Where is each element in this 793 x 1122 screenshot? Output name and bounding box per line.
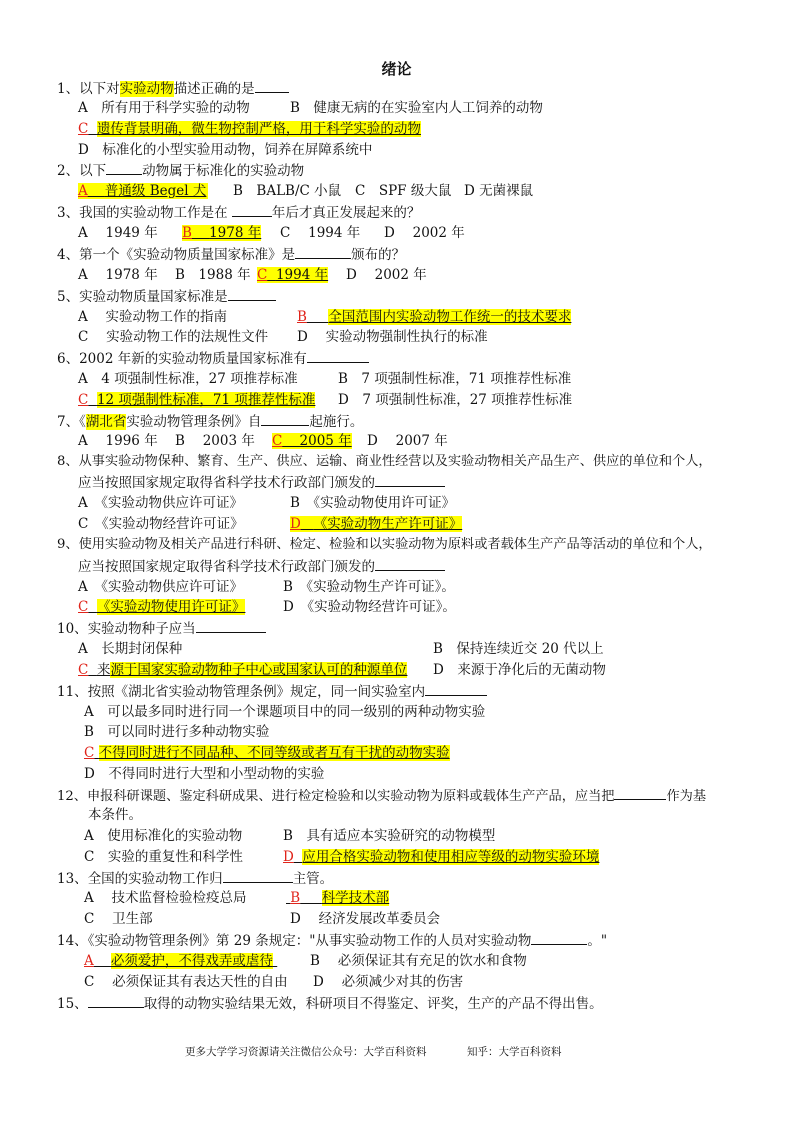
- question-3-stem: [57, 202, 420, 222]
- answer-blank: [232, 202, 272, 217]
- answer-letter: B: [182, 225, 192, 241]
- question-5-stem: [57, 286, 276, 306]
- answer-letter: C: [84, 745, 95, 761]
- option-d: D 实验动物强制性执行的标准: [297, 329, 488, 345]
- option-a: A 1949 年: [78, 225, 158, 241]
- question-number: 8、: [57, 454, 79, 469]
- option-d: D 7 项强制性标准，27 项推荐性标准: [338, 392, 573, 408]
- option-b: B 具有适应本实验研究的动物模型: [283, 828, 496, 844]
- question-4-stem: [57, 244, 405, 264]
- option-b: B 《实验动物生产许可证》。: [283, 579, 455, 595]
- option-b: B 必须保证其有充足的饮水和食物: [310, 953, 527, 969]
- question-number: 6、: [57, 351, 80, 367]
- answer-blank: [106, 160, 142, 175]
- answer-blank: [375, 472, 445, 487]
- answer-blank: [531, 930, 587, 945]
- answer-blank: [375, 556, 445, 571]
- question-12-stem-cont: 本条件。: [88, 807, 142, 823]
- option-b: B 7 项强制性标准，71 项推荐性标准: [338, 371, 572, 387]
- answer-text: 1978 年: [209, 225, 262, 241]
- option-b: B 健康无病的在实验室内人工饲养的动物: [290, 100, 543, 116]
- stem-text: 取得的动物实验结果无效，科研项目不得鉴定、评奖，生产的产品不得出售。: [143, 996, 603, 1012]
- question-14-stem: [57, 930, 607, 950]
- question-number: 11、: [57, 684, 88, 700]
- footer-wechat: 更多大学学习资源请关注微信公众号：大学百科资料: [185, 1046, 427, 1058]
- question-number: 15、: [57, 996, 88, 1012]
- option-c: C 1994 年: [280, 225, 361, 241]
- footer-zhihu: 知乎：大学百科资料: [467, 1046, 562, 1058]
- stem-text: 我国的实验动物工作是在: [79, 205, 232, 221]
- option-a: A 4 项强制性标准，27 项推荐标准: [78, 371, 298, 387]
- answer-text-prefix: 来: [96, 662, 111, 678]
- stem-text: 作为基: [666, 789, 707, 804]
- answer-text: 应用合格实验动物和使用相应等级的动物实验环境: [302, 849, 600, 865]
- stem-text: 。": [587, 933, 608, 949]
- answer-blank: [88, 993, 144, 1008]
- stem-text: 实验动物种子应当: [87, 621, 196, 637]
- answer-blank: [295, 244, 351, 259]
- question-2-stem: [57, 160, 304, 180]
- stem-text: 以下对: [79, 81, 120, 97]
- answer-text: 12 项强制性标准，71 项推荐性标准: [96, 392, 316, 408]
- answer-letter: B: [297, 309, 307, 325]
- option-c-answer: [78, 390, 315, 410]
- stem-text: 2002 年新的实验动物质量国家标准有: [79, 351, 307, 367]
- question-12-stem: [57, 785, 706, 805]
- question-number: 3、: [57, 205, 80, 221]
- question-number: 13、: [57, 871, 88, 887]
- option-d: D 必须减少对其的伤害: [313, 974, 464, 990]
- question-8-stem: [57, 452, 712, 472]
- option-d: D 标准化的小型实验用动物，饲养在屏障系统中: [78, 142, 373, 158]
- option-c: C 实验的重复性和科学性: [84, 849, 243, 865]
- option-b: B 1988 年: [175, 267, 251, 283]
- option-b-answer: [286, 888, 389, 908]
- answer-blank: [307, 348, 369, 363]
- option-d: D 不得同时进行大型和小型动物的实验: [84, 766, 325, 782]
- option-a: A 长期封闭保种: [78, 641, 183, 657]
- question-number: 2、: [57, 163, 80, 179]
- option-b-answer: [182, 223, 261, 243]
- answer-letter: B: [290, 890, 301, 906]
- answer-letter: C: [78, 599, 89, 615]
- question-9-stem: [57, 535, 712, 555]
- question-number: 5、: [57, 289, 80, 305]
- question-number: 9、: [57, 537, 79, 552]
- option-a: A 1978 年: [78, 267, 158, 283]
- answer-letter: A: [84, 953, 94, 969]
- option-c-answer: [78, 597, 245, 617]
- question-number: 14、: [57, 933, 88, 949]
- stem-text: 应当按照国家规定取得省科学技术行政部门颁发的: [78, 559, 375, 575]
- answer-letter: D: [283, 849, 294, 865]
- option-c: C 《实验动物经营许可证》: [78, 516, 244, 532]
- stem-text: 以下: [79, 163, 107, 179]
- option-d: D 无菌裸鼠: [464, 183, 534, 199]
- highlighted-text: 实验动物: [119, 81, 174, 97]
- option-a-answer: [78, 181, 208, 201]
- stem-text: 《实验动物管理条例》第 29 条规定："从事实验动物工作的人员对实验动物: [87, 933, 532, 949]
- stem-text: 《: [79, 414, 86, 430]
- option-d: D 经济发展改革委员会: [290, 911, 441, 927]
- option-a: A 使用标准化的实验动物: [84, 828, 243, 844]
- option-a: A 可以最多同时进行同一个课题项目中的同一级别的两种动物实验: [84, 704, 486, 720]
- option-a: A 1996 年: [78, 433, 158, 449]
- answer-blank: [223, 868, 293, 883]
- answer-blank: [255, 78, 289, 93]
- answer-text: 科学技术部: [321, 890, 390, 906]
- answer-letter: D: [290, 516, 301, 532]
- stem-text: 动物属于标准化的实验动物: [142, 163, 305, 179]
- question-9-stem-cont: [78, 556, 445, 576]
- option-b-answer: [297, 307, 571, 327]
- answer-text: 1994 年: [275, 267, 329, 283]
- option-d: D 2002 年: [346, 267, 427, 283]
- option-a: A 技术监督检验检疫总局: [84, 890, 247, 906]
- option-b: B 《实验动物使用许可证》: [290, 495, 456, 511]
- option-d: D 2007 年: [367, 433, 448, 449]
- answer-blank: [261, 411, 309, 426]
- option-c-answer: [78, 119, 421, 139]
- answer-letter: C: [272, 433, 283, 449]
- stem-text: 年后才真正发展起来的？: [271, 205, 421, 221]
- answer-text: 普通级 Begel 犬: [104, 183, 207, 199]
- option-a: A 所有用于科学实验的动物: [78, 100, 250, 116]
- stem-text: 主管。: [292, 871, 334, 887]
- answer-text: 必须爱护，不得戏弄或虐待: [110, 953, 273, 969]
- option-b: B 保持连续近交 20 代以上: [433, 641, 604, 657]
- option-b: B BALB/C 小鼠: [233, 183, 342, 199]
- answer-blank: [614, 785, 666, 800]
- option-c: C 实验动物工作的法规性文件: [78, 329, 269, 345]
- option-c-answer: [272, 431, 352, 451]
- stem-text: 申报科研课题、鉴定科研成果、进行检定检验和以实验动物为原料或载体生产产品，应当把: [86, 789, 615, 804]
- option-c-answer: [84, 743, 450, 763]
- option-c-answer: [78, 660, 407, 680]
- option-d-answer: [290, 514, 462, 534]
- option-c: C SPF 级大鼠: [355, 183, 452, 199]
- stem-text: 全国的实验动物工作归: [87, 871, 223, 887]
- stem-text: 描述正确的是: [173, 81, 255, 97]
- stem-text: 应当按照国家规定取得省科学技术行政部门颁发的: [78, 475, 375, 491]
- highlighted-text: 湖北省: [85, 414, 127, 430]
- option-c: C 卫生部: [84, 911, 153, 927]
- option-a: A 《实验动物供应许可证》: [78, 579, 243, 595]
- answer-letter: C: [78, 121, 89, 137]
- answer-blank: [425, 681, 487, 696]
- answer-letter: C: [78, 392, 89, 408]
- answer-blank: [196, 618, 266, 633]
- answer-text: 源于国家实验动物种子中心或国家认可的种源单位: [110, 662, 408, 678]
- question-number: 1、: [57, 81, 80, 97]
- stem-text: 按照《湖北省实验动物管理条例》规定，同一间实验室内: [87, 684, 426, 700]
- question-number: 4、: [57, 247, 80, 263]
- question-8-stem-cont: [78, 472, 445, 492]
- stem-text: 实验动物质量国家标准是: [79, 289, 228, 305]
- stem-text: 使用实验动物及相关产品进行科研、检定、检验和以实验动物为原料或者载体生产产品等活动的单位和个人，: [78, 537, 712, 552]
- answer-text: 全国范围内实验动物工作统一的技术要求: [328, 309, 572, 325]
- question-number: 7、: [57, 414, 80, 430]
- answer-text: 不得同时进行不同品种、不同等级或者互有干扰的动物实验: [98, 745, 450, 761]
- option-c-answer: [257, 265, 328, 285]
- question-13-stem: [57, 868, 333, 888]
- answer-blank: [228, 286, 276, 301]
- question-6-stem: [57, 348, 369, 368]
- option-a-answer: [84, 951, 277, 971]
- option-a: A 实验动物工作的指南: [78, 309, 228, 325]
- page-title: 绪论: [381, 60, 412, 78]
- stem-text: 颁布的？: [351, 247, 406, 263]
- question-number: 12、: [57, 789, 87, 804]
- option-b: B 可以同时进行多种动物实验: [84, 724, 270, 740]
- answer-text: 《实验动物使用许可证》: [96, 599, 246, 615]
- option-a: A 《实验动物供应许可证》: [78, 495, 243, 511]
- stem-text: 从事实验动物保种、繁育、生产、供应、运输、商业性经营以及实验动物相关产品生产、供应的单位和个人，: [78, 454, 712, 469]
- stem-text: 实验动物管理条例》自: [126, 414, 262, 430]
- question-7-stem: [57, 411, 363, 431]
- option-d: D 来源于净化后的无菌动物: [433, 662, 606, 678]
- question-number: 10、: [57, 621, 88, 637]
- option-c: C 必须保证其有表达天性的自由: [84, 974, 288, 990]
- question-15-stem: [57, 993, 603, 1013]
- answer-letter: C: [257, 267, 268, 283]
- answer-text: 遗传背景明确，微生物控制严格，用于科学实验的动物: [96, 121, 421, 137]
- option-d: D 2002 年: [384, 225, 465, 241]
- question-10-stem: [57, 618, 266, 638]
- question-11-stem: [57, 681, 487, 701]
- stem-text: 起施行。: [309, 414, 364, 430]
- question-1-stem: [57, 78, 289, 98]
- answer-text: 2005 年: [299, 433, 352, 449]
- option-b: B 2003 年: [175, 433, 255, 449]
- answer-text: 《实验动物生产许可证》: [313, 516, 463, 532]
- answer-letter: C: [78, 662, 89, 678]
- option-d: D 《实验动物经营许可证》。: [283, 599, 456, 615]
- answer-letter: A: [78, 183, 88, 199]
- option-d-answer: [283, 847, 599, 867]
- stem-text: 第一个《实验动物质量国家标准》是: [79, 247, 296, 263]
